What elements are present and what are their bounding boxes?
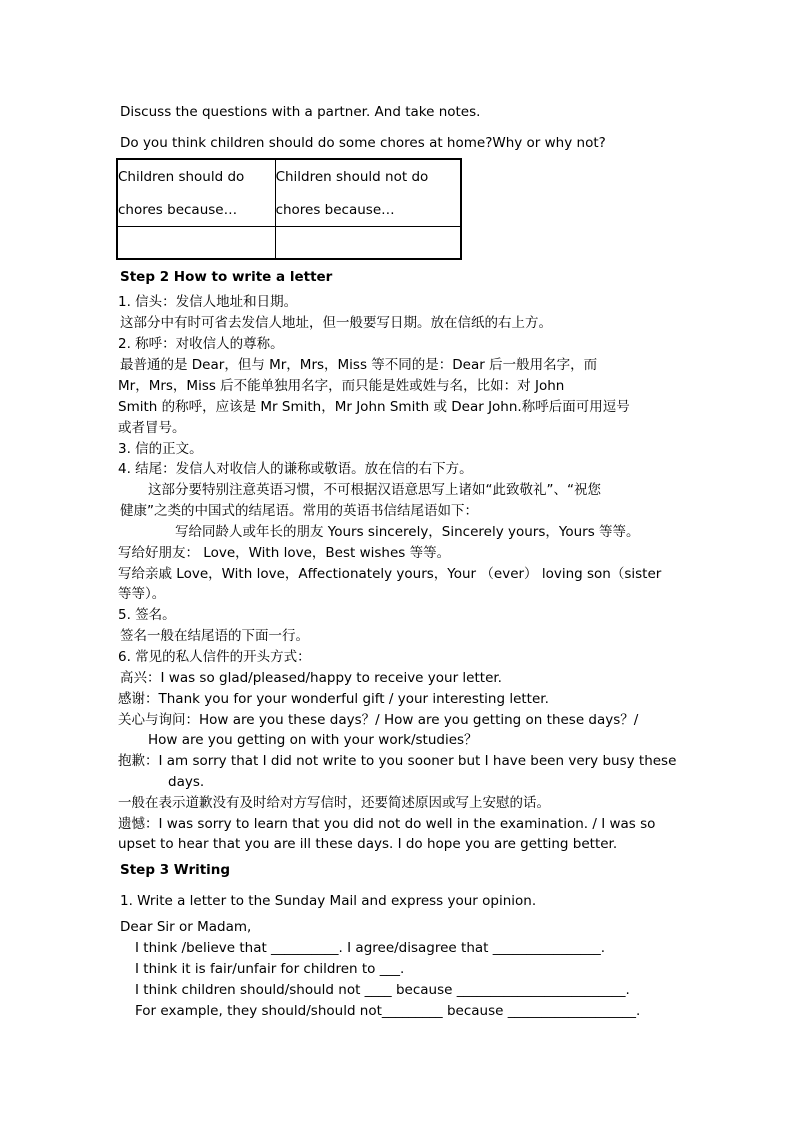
discussion-question: Do you think children should do some chores at home?Why or why not?: [120, 135, 606, 151]
letter-guide-line: 一般在表示道歉没有及时给对方写信时，还要简述原因或写上安慰的话。: [118, 795, 550, 811]
letter-guide-line: 感谢：Thank you for your wonderful gift / your interesting letter.: [118, 691, 549, 707]
step3-heading: Step 3 Writing: [120, 862, 231, 878]
notes-cell-should-not[interactable]: [275, 159, 461, 227]
notes-table: [116, 158, 462, 260]
letter-guide-line: 抱歉：I am sorry that I did not write to you sooner but I have been very busy these: [118, 753, 677, 769]
letter-guide-line: upset to hear that you are ill these days. I do hope you are getting better.: [118, 836, 618, 852]
letter-salutation: Dear Sir or Madam,: [120, 919, 252, 935]
letter-template-line[interactable]: I think children should/should not ____ because _________________________.: [135, 982, 630, 998]
letter-guide-line: 6. 常见的私人信件的开头方式：: [118, 649, 311, 665]
cell-text: Children should not do: [275, 169, 429, 185]
letter-guide-line: How are you getting on with your work/studies？: [148, 732, 478, 748]
letter-guide-line: 写给好朋友： Love，With love，Best wishes 等等。: [118, 545, 451, 561]
letter-guide-line: 关心与询问：How are you these days？/ How are you getting on these days？/: [118, 712, 639, 728]
discussion-instruction: Discuss the questions with a partner. And take notes.: [120, 104, 481, 120]
table-row: [117, 159, 461, 227]
writing-task: 1. Write a letter to the Sunday Mail and express your opinion.: [120, 893, 537, 909]
table-row: [117, 227, 461, 260]
letter-guide-line: 2. 称呼：对收信人的尊称。: [118, 336, 284, 352]
letter-guide-line: Smith 的称呼，应该是 Mr Smith，Mr John Smith 或 Dear John.称呼后面可用逗号: [118, 399, 630, 415]
cell-text: Children should do: [118, 169, 245, 185]
letter-guide-line: days.: [168, 774, 205, 790]
letter-guide-line: 这部分要特别注意英语习惯，不可根据汉语意思写上诸如“此致敬礼”、“祝您: [148, 482, 601, 498]
letter-template-line[interactable]: I think it is fair/unfair for children to ___.: [135, 961, 405, 977]
letter-template-line[interactable]: I think /believe that __________. I agree/disagree that ________________.: [135, 940, 606, 956]
letter-guide-line: 1. 信头：发信人地址和日期。: [118, 294, 298, 310]
letter-guide-line: 5. 签名。: [118, 607, 176, 623]
letter-guide-line: Mr，Mrs，Miss 后不能单独用名字，而只能是姓或姓与名，比如：对 John: [118, 378, 565, 394]
letter-guide-line: 4. 结尾：发信人对收信人的谦称或敬语。放在信的右下方。: [118, 461, 473, 477]
notes-input-should-not[interactable]: [275, 227, 461, 260]
letter-guide-line: 或者冒号。: [118, 420, 186, 436]
letter-template-line[interactable]: For example, they should/should not_________ because ___________________.: [135, 1003, 641, 1019]
notes-input-should[interactable]: [117, 227, 275, 260]
letter-guide-line: 遗憾：I was sorry to learn that you did not do well in the examination. / I was so: [118, 816, 656, 832]
letter-guide-line: 高兴：I was so glad/pleased/happy to receive your letter.: [120, 670, 502, 686]
letter-guide-line: 签名一般在结尾语的下面一行。: [120, 628, 309, 644]
step2-heading: Step 2 How to write a letter: [120, 269, 333, 285]
notes-cell-should[interactable]: [117, 159, 275, 227]
letter-guide-line: 最普通的是 Dear，但与 Mr，Mrs，Miss 等不同的是：Dear 后一般用名字，而: [120, 357, 598, 373]
letter-guide-line: 等等）。: [118, 586, 166, 602]
cell-text: chores because…: [118, 202, 238, 218]
letter-guide-line: 写给同龄人或年长的朋友 Yours sincerely，Sincerely yours，Yours 等等。: [175, 524, 640, 540]
letter-guide-line: 健康”之类的中国式的结尾语。常用的英语书信结尾语如下：: [120, 503, 478, 519]
letter-guide-line: 这部分中有时可省去发信人地址，但一般要写日期。放在信纸的右上方。: [120, 315, 552, 331]
letter-guide-line: 写给亲戚 Love，With love，Affectionately yours，Your （ever） loving son（sister: [118, 566, 662, 582]
letter-guide-line: 3. 信的正文。: [118, 441, 203, 457]
cell-text: chores because…: [275, 202, 395, 218]
